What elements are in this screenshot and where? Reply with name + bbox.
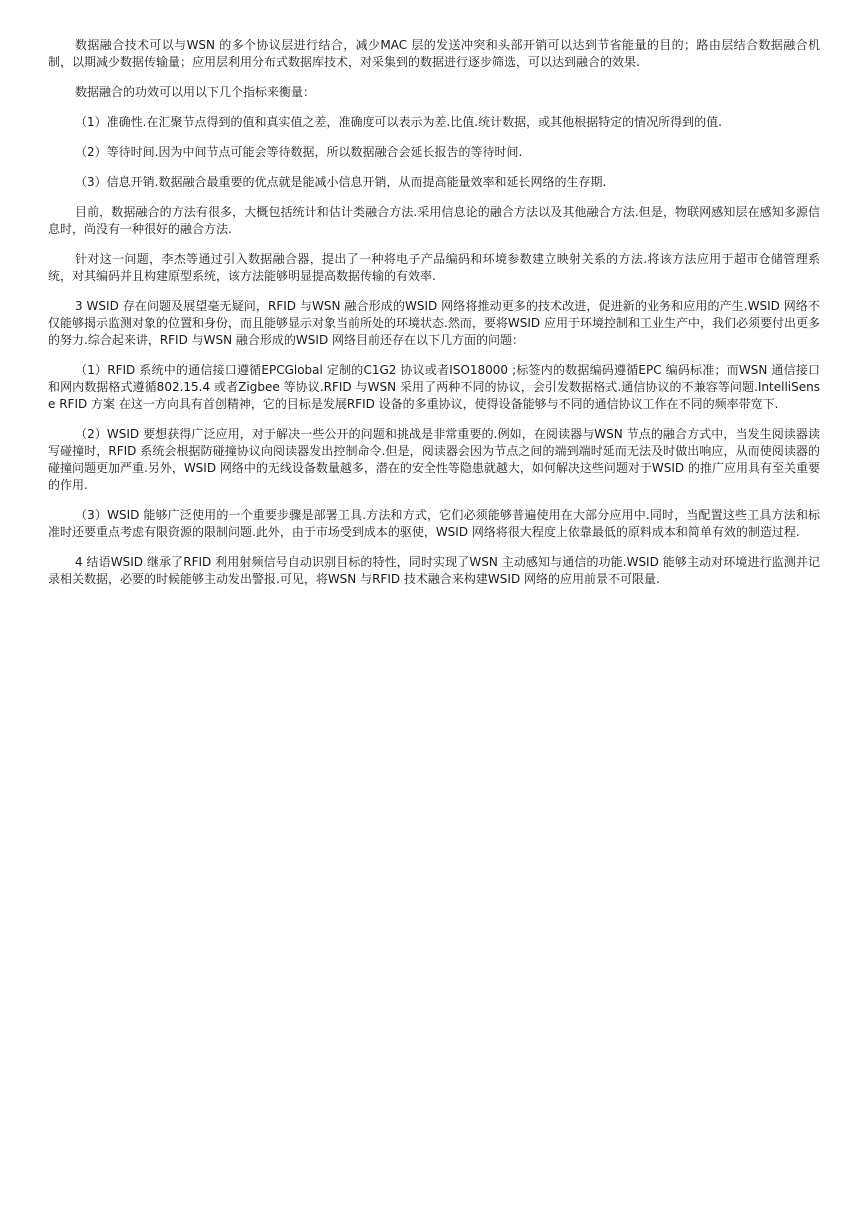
document-body <box>48 37 820 601</box>
paragraph-section-4-conclusion: 4 结语WSID 继承了RFID 利用射频信号自动识别目标的特性，同时实现了WSN 主动感知与通信的功能.WSID 能够主动对环境进行监测并记录相关数据，必要的时候能够主动发出警报.可见，将WSN 与RFID 技术融合来构建WSID 网络的应用前景不可限量. <box>48 555 820 586</box>
paragraph-li-jie-approach: 针对这一问题，李杰等通过引入数据融合器，提出了一种将电子产品编码和环境参数建立映射关系的方法.将该方法应用于超市仓储管理系统，对其编码并且构建原型系统，该方法能够明显提高数据传输的有效率. <box>48 252 820 283</box>
paragraph-metric-latency: （2）等待时间.因为中间节点可能会等待数据，所以数据融合会延长报告的等待时间. <box>75 145 523 159</box>
paragraph-data-fusion-protocol-layers: 数据融合技术可以与WSN 的多个协议层进行结合，减少MAC 层的发送冲突和头部开销可以达到节省能量的目的；路由层结合数据融合机制，以期减少数据传输量；应用层利用分布式数据库技术，对采集到的数据进行逐步筛选，可以达到融合的效果. <box>48 38 820 69</box>
paragraph-issue-deployment: （3）WSID 能够广泛使用的一个重要步骤是部署工具.方法和方式，它们必须能够普遍使用在大部分应用中.同时，当配置这些工具方法和标准时还要重点考虑有限资源的限制问题.此外，由于市场受到成本的驱使，WSID 网络将很大程度上依靠最低的原料成本和简单有效的制造过程. <box>48 508 820 539</box>
paragraph-issue-protocols: （1）RFID 系统中的通信接口遵循EPCGlobal 定制的C1G2 协议或者ISO18000 ;标签内的数据编码遵循EPC 编码标准；而WSN 通信接口和网内数据格式遵循802.15.4 或者Zigbee 等协议.RFID 与WSN 采用了两种不同的协议，会引发数据格式.通信协议的不兼容等问题.IntelliSense RFID 方案 在这一方向具有首创精神，它的目标是发展RFID 设备的多重协议，使得设备能够与不同的通信协议工作在不同的频率带宽下. <box>48 363 820 411</box>
paragraph-fusion-methods: 目前，数据融合的方法有很多，大概包括统计和估计类融合方法.采用信息论的融合方法以及其他融合方法.但是，物联网感知层在感知多源信息时，尚没有一种很好的融合方法. <box>48 205 820 236</box>
paragraph-fusion-metrics-intro: 数据融合的功效可以用以下几个指标来衡量： <box>75 85 316 99</box>
paragraph-issue-challenges: （2）WSID 要想获得广泛应用，对于解决一些公开的问题和挑战是非常重要的.例如，在阅读器与WSN 节点的融合方式中，当发生阅读器读写碰撞时，RFID 系统会根据防碰撞协议向阅读器发出控制命令.但是，阅读器会因为节点之间的端到端时延而无法及时做出响应，从而使阅读器的碰撞问题更加严重.另外，WSID 网络中的无线设备数量越多，潜在的安全性等隐患就越大，如何解决这些问题对于WSID 的推广应用具有至关重要的作用. <box>48 427 820 492</box>
paragraph-section-3-wsid-issues: 3 WSID 存在问题及展望毫无疑问，RFID 与WSN 融合形成的WSID 网络将推动更多的技术改进，促进新的业务和应用的产生.WSID 网络不仅能够揭示监测对象的位置和身份，而且能够显示对象当前所处的环境状态.然而，要将WSID 应用于环境控制和工业生产中，我们必须要付出更多的努力.综合起来讲，RFID 与WSN 融合形成的WSID 网络目前还存在以下几方面的问题： <box>48 299 820 347</box>
paragraph-metric-overhead: （3）信息开销.数据融合最重要的优点就是能减小信息开销，从而提高能量效率和延长网络的生存期. <box>75 175 607 189</box>
paragraph-metric-accuracy: （1）准确性.在汇聚节点得到的值和真实值之差，准确度可以表示为差.比值.统计数据，或其他根据特定的情况所得到的值. <box>75 115 722 129</box>
